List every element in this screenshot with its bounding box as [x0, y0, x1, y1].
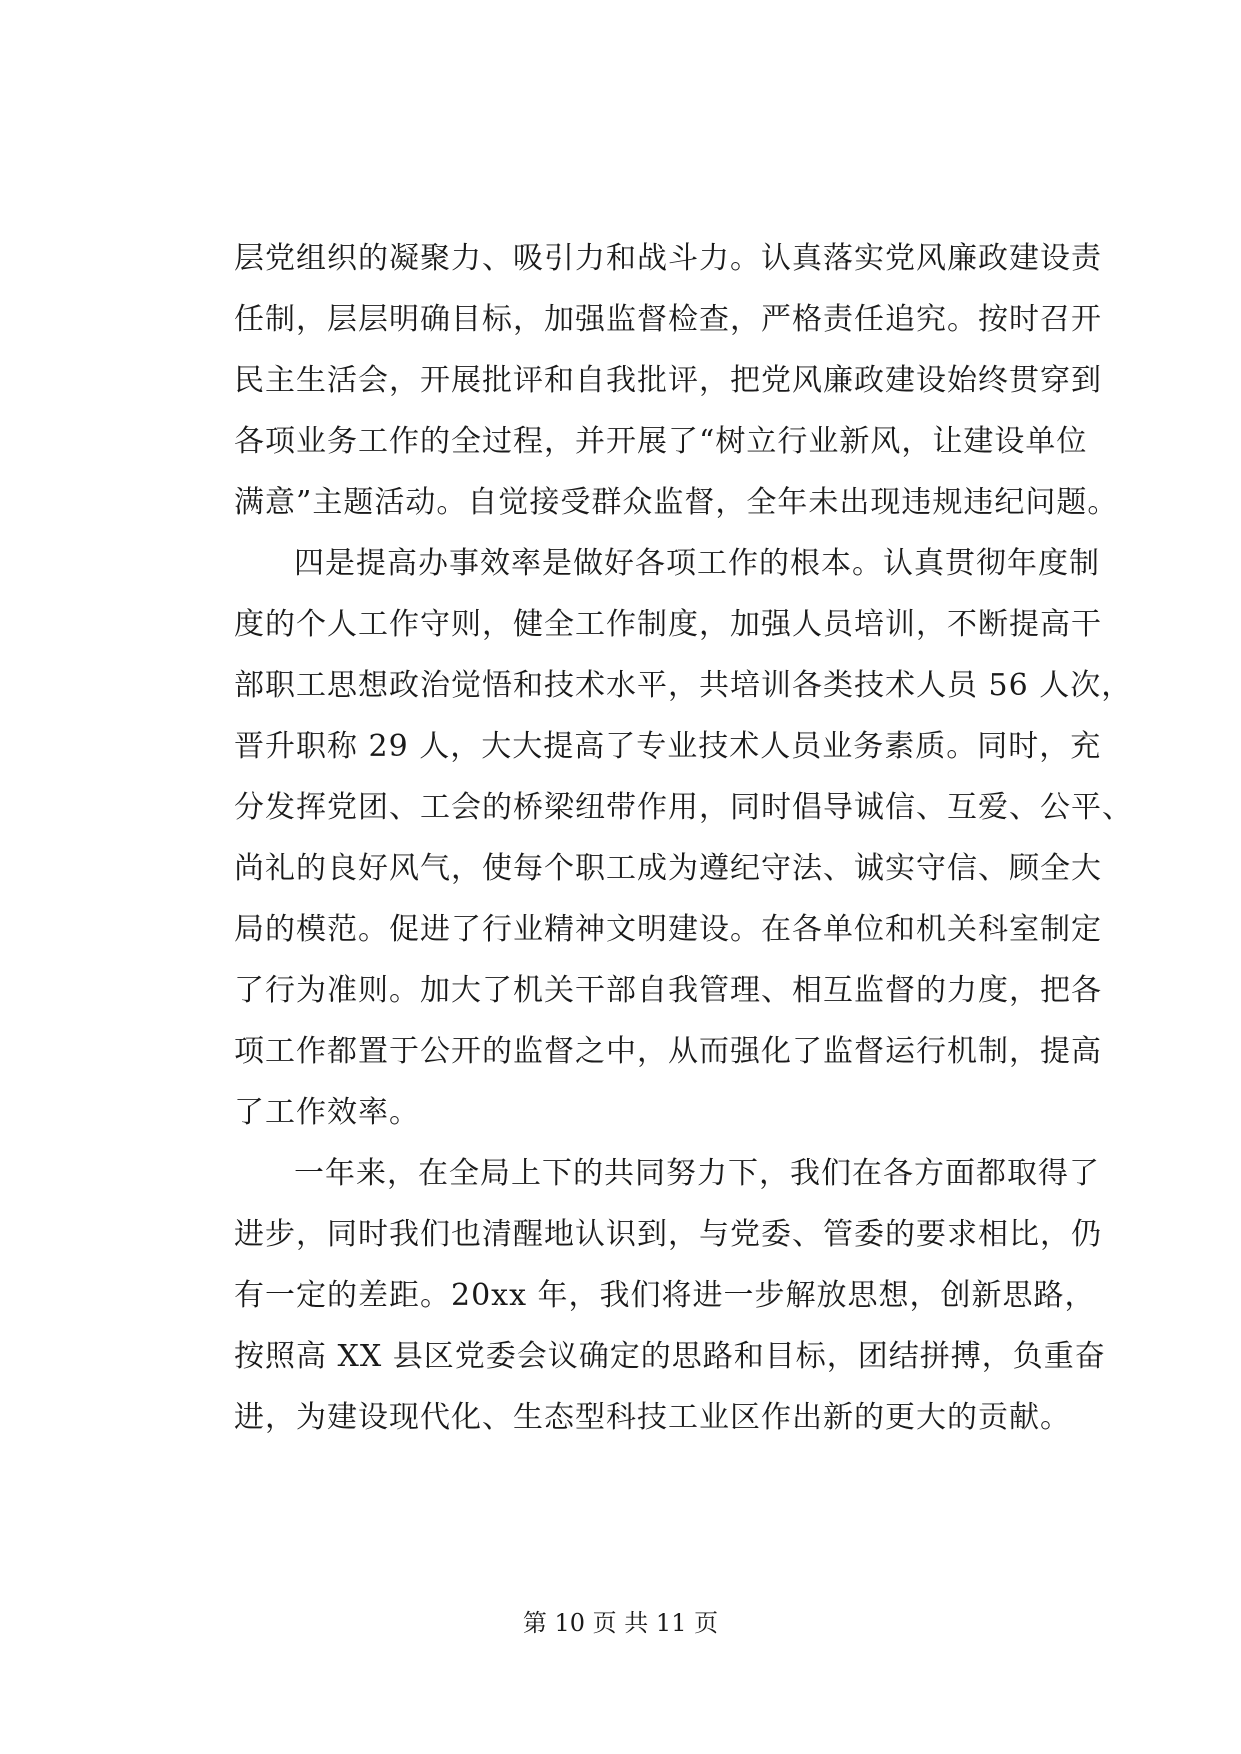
paragraph-3-line-2: 进步，同时我们也清醒地认识到，与党委、管委的要求相比，仍: [234, 1217, 1102, 1252]
document-body: [234, 228, 1133, 1448]
paragraph-1-line-5: 满意”主题活动。自觉接受群众监督，全年未出现违规违纪问题。: [234, 485, 1119, 520]
paragraph-2-line-1: 四是提高办事效率是做好各项工作的根本。认真贯彻年度制: [294, 546, 1100, 581]
page-footer: 第 10 页 共 11 页: [522, 1609, 719, 1637]
paragraph-1-line-2: 任制，层层明确目标，加强监督检查，严格责任追究。按时召开: [234, 302, 1102, 337]
paragraph-3-line-3: 有一定的差距。20xx 年，我们将进一步解放思想，创新思路，: [234, 1278, 1096, 1313]
paragraph-2-line-7: 局的模范。促进了行业精神文明建设。在各单位和机关科室制定: [234, 912, 1102, 947]
paragraph-2-line-4: 晋升职称 29 人，大大提高了专业技术人员业务素质。同时，充: [234, 729, 1102, 764]
paragraph-1-line-3: 民主生活会，开展批评和自我批评，把党风廉政建设始终贯穿到: [234, 363, 1102, 398]
paragraph-1-line-4: 各项业务工作的全过程，并开展了“树立行业新风，让建设单位: [234, 424, 1088, 459]
paragraph-2-line-9: 项工作都置于公开的监督之中，从而强化了监督运行机制，提高: [234, 1034, 1102, 1069]
paragraph-2-line-10: 了工作效率。: [234, 1095, 420, 1130]
paragraph-2-line-6: 尚礼的良好风气，使每个职工成为遵纪守法、诚实守信、顾全大: [234, 851, 1102, 886]
paragraph-1-line-1: 层党组织的凝聚力、吸引力和战斗力。认真落实党风廉政建设责: [234, 241, 1102, 276]
paragraph-2-line-5: 分发挥党团、工会的桥梁纽带作用，同时倡导诚信、互爱、公平、: [234, 790, 1133, 825]
paragraph-3-line-5: 进，为建设现代化、生态型科技工业区作出新的更大的贡献。: [234, 1400, 1071, 1435]
paragraph-2-line-2: 度的个人工作守则，健全工作制度，加强人员培训，不断提高干: [234, 607, 1102, 642]
paragraph-3-line-1: 一年来，在全局上下的共同努力下，我们在各方面都取得了: [294, 1156, 1100, 1191]
paragraph-2-line-8: 了行为准则。加大了机关干部自我管理、相互监督的力度，把各: [234, 973, 1102, 1008]
paragraph-2-line-3: 部职工思想政治觉悟和技术水平，共培训各类技术人员 56 人次，: [234, 668, 1133, 703]
paragraph-3-line-4: 按照高 XX 县区党委会议确定的思路和目标，团结拼搏，负重奋: [234, 1339, 1106, 1374]
